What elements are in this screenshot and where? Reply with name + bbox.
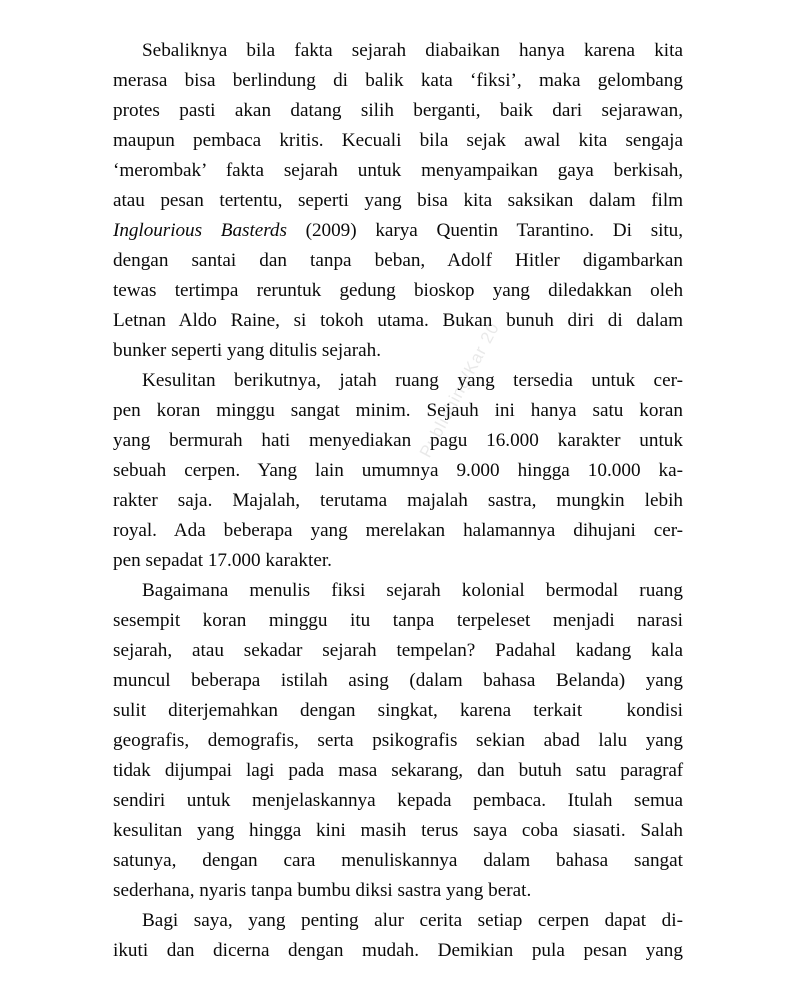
- text-line: sejarah, atau sekadar sejarah tempelan? Padahal kadang kala: [113, 640, 683, 661]
- text-line: kesulitan yang hingga kini masih terus saya coba siasati. Salah: [113, 820, 683, 841]
- text-line: Kesulitan berikutnya, jatah ruang yang tersedia untuk cer-: [142, 370, 683, 391]
- text-line: Bagi saya, yang penting alur cerita setiap cerpen dapat di-: [142, 910, 683, 931]
- text-line: dengan santai dan tanpa beban, Adolf Hitler digambarkan: [113, 250, 683, 271]
- text-line: rakter saja. Majalah, terutama majalah sastra, mungkin lebih: [113, 490, 683, 511]
- body-text-block: [113, 36, 683, 966]
- text-line: tewas tertimpa reruntuk gedung bioskop yang diledakkan oleh: [113, 280, 683, 301]
- text-line: Sebaliknya bila fakta sejarah diabaikan hanya karena kita: [142, 40, 683, 61]
- text-line: sulit diterjemahkan dengan singkat, karena terkait kondisi: [113, 700, 683, 721]
- text-line: royal. Ada beberapa yang merelakan halamannya dihujani cer-: [113, 520, 683, 541]
- text-line: Bagaimana menulis fiksi sejarah kolonial bermodal ruang: [142, 580, 683, 601]
- text-line-film-title: [113, 216, 683, 246]
- text-line: ikuti dan dicerna dengan mudah. Demikian pula pesan yang: [113, 940, 683, 961]
- text-line: maupun pembaca kritis. Kecuali bila sejak awal kita sengaja: [113, 130, 683, 151]
- paragraph-3: [113, 576, 683, 906]
- text-line: geografis, demografis, serta psikografis sekian abad lalu yang: [113, 730, 683, 751]
- text-line: Letnan Aldo Raine, si tokoh utama. Bukan bunuh diri di dalam: [113, 310, 683, 331]
- text-line: satunya, dengan cara menuliskannya dalam bahasa sangat: [113, 850, 683, 871]
- text-line: bunker seperti yang ditulis sejarah.: [113, 340, 382, 361]
- text-line: sebuah cerpen. Yang lain umumnya 9.000 hingga 10.000 ka-: [113, 460, 683, 481]
- text-line: muncul beberapa istilah asing (dalam bahasa Belanda) yang: [113, 670, 683, 691]
- text-line: atau pesan tertentu, seperti yang bisa kita saksikan dalam film: [113, 190, 683, 211]
- text-line: protes pasti akan datang silih berganti, baik dari sejarawan,: [113, 100, 683, 121]
- text-line: sendiri untuk menjelaskannya kepada pembaca. Itulah semua: [113, 790, 683, 811]
- film-title-italic: Inglourious Basterds: [113, 220, 287, 241]
- text-line: pen sepadat 17.000 karakter.: [113, 550, 332, 571]
- film-title-remainder: (2009) karya Quentin Tarantino. Di situ,: [286, 220, 683, 241]
- paragraph-2: [113, 366, 683, 576]
- paragraph-1: [113, 36, 683, 366]
- text-line: merasa bisa berlindung di balik kata ‘fiksi’, maka gelombang: [113, 70, 683, 91]
- text-line: sederhana, nyaris tanpa bumbu diksi sastra yang berat.: [113, 880, 532, 901]
- text-line: ‘merombak’ fakta sejarah untuk menyampaikan gaya berkisah,: [113, 160, 683, 181]
- text-line: pen koran minggu sangat minim. Sejauh ini hanya satu koran: [113, 400, 683, 421]
- text-line: tidak dijumpai lagi pada masa sekarang, dan butuh satu paragraf: [113, 760, 683, 781]
- page-watermark: Publishing/Kar 20: [415, 318, 504, 461]
- text-line: yang bermurah hati menyediakan pagu 16.000 karakter untuk: [113, 430, 683, 451]
- paragraph-4: [113, 906, 683, 966]
- text-line: sesempit koran minggu itu tanpa terpeleset menjadi narasi: [113, 610, 683, 631]
